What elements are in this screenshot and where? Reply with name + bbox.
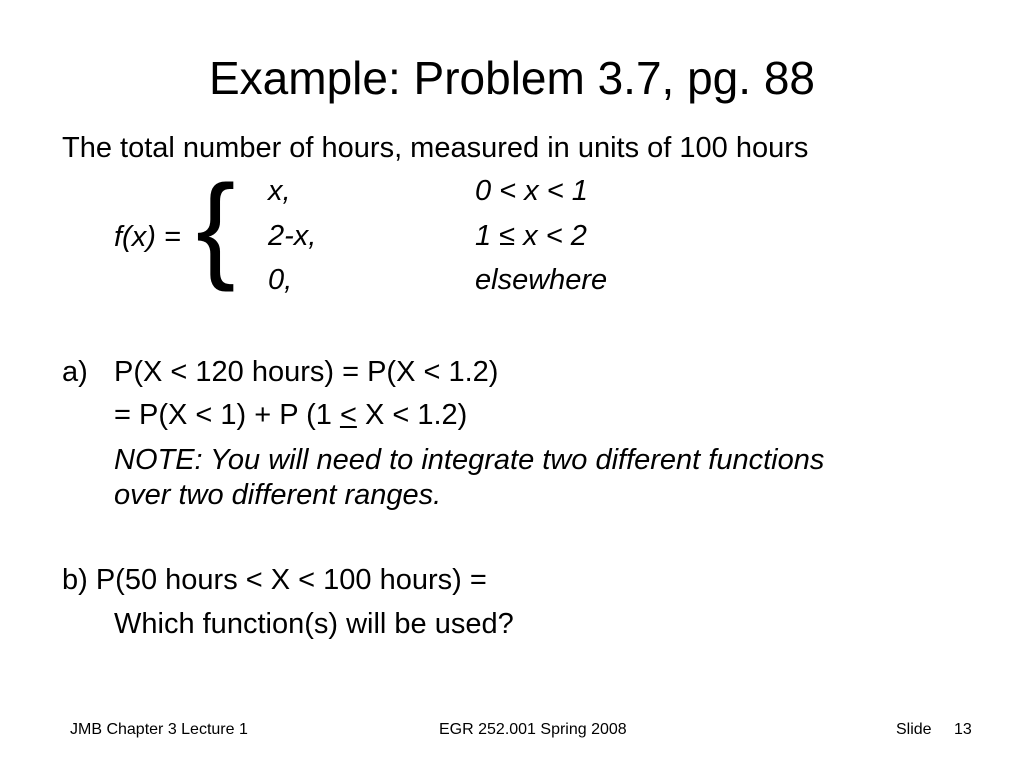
less-equal-underlined: < — [339, 399, 357, 431]
part-a-line-1: P(X < 120 hours) = P(X < 1.2) — [114, 356, 499, 388]
part-a-line-2-end: X < 1.2) — [356, 399, 468, 431]
case-expr-1: x, — [268, 175, 291, 207]
part-a-label: a) — [62, 356, 88, 388]
note-line-1: NOTE: You will need to integrate two different functions — [114, 444, 825, 476]
footer-slide-label: Slide — [896, 721, 932, 738]
footer-term: EGR 252.001 Spring 2008 — [439, 721, 627, 738]
footer-course-lecture: JMB Chapter 3 Lecture 1 — [70, 721, 248, 738]
case-condition-2: 1 ≤ x < 2 — [475, 220, 587, 252]
piecewise-brace: { — [196, 161, 236, 293]
note-line-2: over two different ranges. — [114, 479, 442, 511]
case-expr-3: 0, — [268, 264, 293, 296]
case-condition-3: elsewhere — [475, 264, 608, 296]
function-lhs: f(x) = — [114, 221, 181, 253]
part-a-line-2 — [114, 401, 467, 430]
part-b-line-2: Which function(s) will be used? — [114, 608, 514, 640]
part-b-line-1: b) P(50 hours < X < 100 hours) = — [62, 564, 487, 596]
intro-text: The total number of hours, measured in units of 100 hours — [62, 132, 809, 164]
case-condition-1: 0 < x < 1 — [475, 175, 588, 207]
footer-slide-number: 13 — [954, 721, 972, 738]
case-expr-2: 2-x, — [268, 220, 317, 252]
slide-title: Example: Problem 3.7, pg. 88 — [209, 52, 815, 104]
part-a-line-2-start: = P(X < 1) + P (1 — [114, 399, 340, 431]
